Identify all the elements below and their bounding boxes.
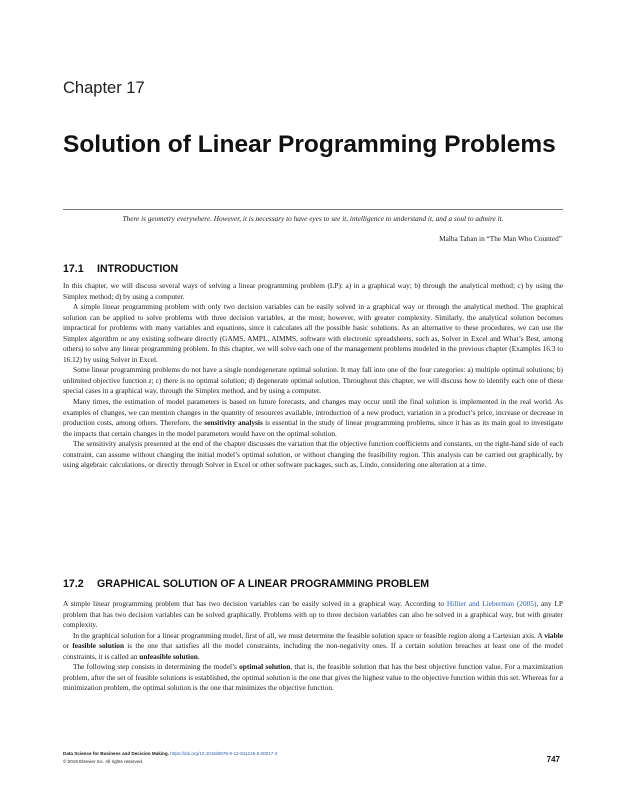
objective-variable: z: [148, 375, 152, 385]
paragraph: A simple linear programming problem that has two decision variables can be easily solved in a graphical way. According to Hillier and Lieberman (2005), any LP problem that has two decision variables can be solved graphically. Problems with up to three decision variables can also be solved in a graphical way, but with greater complexity.: [63, 599, 563, 630]
citation-link[interactable]: Hillier and Lieberman (2005): [446, 599, 537, 608]
chapter-title: Solution of Linear Programming Problems: [63, 131, 556, 158]
term-optimal-solution: optimal solution: [239, 662, 291, 672]
term-unfeasible-solution: unfeasible solution: [139, 651, 198, 661]
section-heading-introduction: [63, 263, 178, 275]
paragraph: Many times, the estimation of model parameters is based on future forecasts, and changes may occur until the final solution is implemented in the real world. As examples of changes, we can mention changes in the quantity of resources available, introduction of a new product, variation in a product’s price, increase or decrease in production costs, among others. Therefore, the sensitivity analysis is essential in the study of linear programming problems, since it has as its main goal to investigate the impacts that certain changes in the model parameters would have on the optimal solution.: [63, 397, 563, 438]
paragraph: In this chapter, we will discuss several ways of solving a linear programming problem (LP): a) in a graphical way; b) through the analytical method; c) by using the Simplex method; d) by using a computer.: [63, 281, 563, 301]
term-feasible-solution: feasible solution: [72, 641, 125, 651]
graphical-solution-body: [63, 599, 563, 694]
epigraph-rule: [63, 209, 563, 210]
paragraph: In the graphical solution for a linear programming model, first of all, we must determine the feasible solution space or feasible region along a Cartesian axis. A viable or feasible solution is the one that satisfies all the model constraints, including the non-negativity ones. If a certain solution breaches at least one of the model constraints, it is called an unfeasible solution.: [63, 630, 563, 661]
paragraph: The sensitivity analysis presented at the end of the chapter discusses the variation that the objective function coefficients and constants, on the right-hand side of each constraint, can assume without changing the initial model’s optimal solution, or without changing the feasibility region. This analysis can be carried out graphically, by using algebraic calculations, or directly through Solver in Excel or other software packages, such as, Lindo, considering one alteration at a time.: [63, 439, 563, 470]
term-viable: viable: [544, 630, 563, 640]
term-sensitivity-analysis: sensitivity analysis: [204, 418, 263, 428]
epigraph-quote: There is geometry everywhere. However, it is necessary to have eyes to see it, intelligence to understand it, and a soul to admire it.: [122, 214, 504, 223]
footer-copyright: © 2019 Elsevier Inc. All rights reserved.: [63, 759, 144, 764]
footer-citation: [63, 750, 277, 766]
section-heading-graphical-solution: [63, 578, 429, 590]
introduction-body: [63, 281, 563, 471]
doi-link[interactable]: https://doi.org/10.1016/B978-0-12-811216-8.00017-3: [170, 751, 278, 756]
paragraph: The following step consists in determining the model’s optimal solution, that is, the feasible solution that has the best objective function value. For a maximization problem, after the set of feasible solutions is established, the optimal solution is the one that gives the highest value to the objective function within this set. Whereas for a minimization problem, the optimal solution is the one that minimizes the objective function.: [63, 662, 563, 693]
paragraph: Some linear programming problems do not have a single nondegenerate optimal solution. It may fall into one of the four categories: a) multiple optimal solutions; b) unlimited objective function z; c) there is no optimal solution; d) degenerate optimal solution. Throughout this chapter, we will discuss how to identify each one of these special cases in a graphical way, through the Simplex method, and by using a computer.: [63, 365, 564, 396]
paragraph: A simple linear programming problem with only two decision variables can be easily solved in a graphical way or through the analytical method. The graphical solution can be applied to solve problems with three decision variables, at the most; however, with greater complexity. Similarly, the analytical solution becomes impractical for problems with many variables and equations, since it calculates all the possible basic solutions. As an alternative to these procedures, we can use the Simplex algorithm or any existing software directly (GAMS, AMPL, AIMMS, software with electronic spreadsheets, such as, Solver in Excel and What’s Best, among others) to solve any linear programming problem. In this chapter, we will solve each one of the management problems modeled in the previous chapter (Examples 16.3 to 16.12) by using Solver in Excel.: [63, 302, 563, 364]
page-number: 747: [546, 755, 560, 764]
section-number: 17.1: [63, 263, 84, 275]
section-title: INTRODUCTION: [97, 263, 179, 275]
footer-book-title: Data Science for Business and Decision Making.: [63, 751, 169, 756]
chapter-label: Chapter 17: [63, 79, 145, 97]
epigraph-attribution: Malba Tahan in “The Man Who Counted”: [439, 234, 562, 243]
section-title: GRAPHICAL SOLUTION OF A LINEAR PROGRAMMING PROBLEM: [97, 578, 430, 590]
section-number: 17.2: [63, 578, 84, 590]
